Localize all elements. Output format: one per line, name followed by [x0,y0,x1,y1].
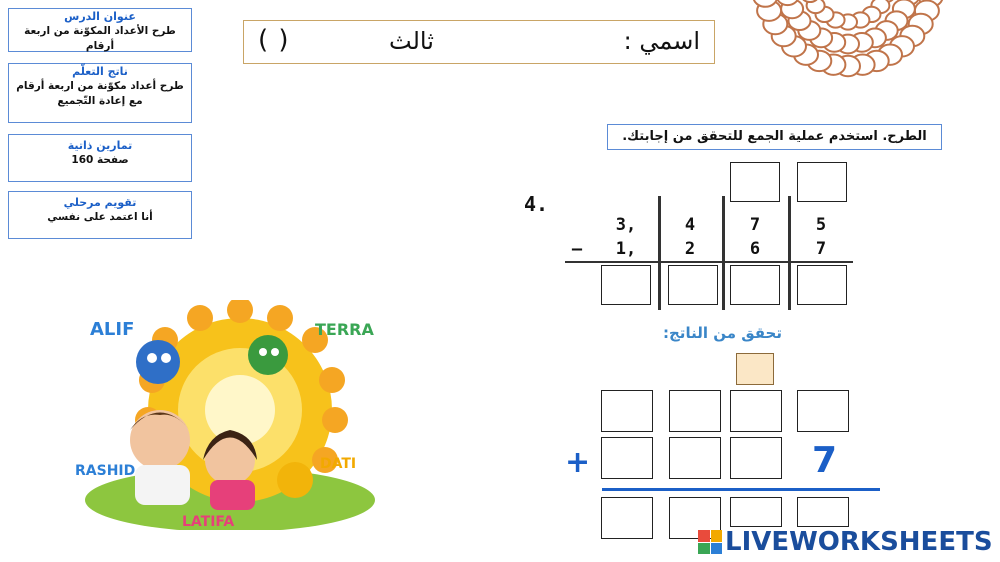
minuend-digit-thousands: 3, [615,215,637,235]
robot-alif-icon [136,340,180,384]
column-divider [658,196,661,310]
label-alif: ALIF [90,319,135,340]
check-addend1-ones[interactable] [797,390,849,432]
subtrahend-digit-tens: 6 [749,239,761,259]
check-addend2-tens[interactable] [730,437,782,479]
answer-box-hundreds[interactable] [668,265,718,305]
student-name-box [243,20,715,64]
panel-title: ناتج التعلّم [72,65,128,78]
answer-box-thousands[interactable] [601,265,651,305]
answer-box-tens[interactable] [730,265,780,305]
brand-text: LIVEWORKSHEETS [725,527,993,557]
minus-sign: — [571,239,583,259]
boy-rashid-icon [130,410,190,470]
check-addend1-tens[interactable] [730,390,782,432]
minuend-digit-ones: 5 [815,215,827,235]
problem-number: 4. [524,192,549,216]
brand-logo-icon [698,530,722,554]
logo-square-l [698,530,710,542]
carry-box[interactable] [736,353,774,385]
regroup-box-ones[interactable] [797,162,847,202]
answer-box-ones[interactable] [797,265,847,305]
grade-label: ثالث [389,27,434,55]
subtrahend-digit-hundreds: 2 [684,239,696,259]
check-addend2-hundreds[interactable] [669,437,721,479]
panel-title: عنوان الدرس [64,10,136,23]
label-terra: TERRA [315,320,374,339]
minuend-digit-tens: 7 [749,215,761,235]
self-exercises-panel [8,134,192,182]
formative-assessment-panel [8,191,192,239]
robot-terra-icon [248,335,288,375]
lesson-title-panel [8,8,192,52]
name-label: اسمي : [623,27,700,55]
panel-text: أنا اعتمد على نفسي [47,211,153,223]
check-sum-tens[interactable] [730,497,782,527]
check-sum-thousands[interactable] [601,497,653,539]
panel-text: طرح أعداد مكوّنة من اربعة أرقام مع إعادة التّجميع [16,80,184,107]
check-addend2-thousands[interactable] [601,437,653,479]
logo-square-i [711,530,723,542]
sum-line [602,488,880,491]
liveworksheets-logo [698,527,993,557]
plus-sign: + [565,445,591,480]
logo-square-v [698,543,710,555]
check-label: تحقق من الناتج: [663,324,782,342]
check-addend1-thousands[interactable] [601,390,653,432]
label-dati: DATI [320,456,357,472]
column-divider [722,196,725,310]
label-latifa: LATIFA [182,514,235,530]
sun-decoration-icon [748,0,948,112]
check-sum-ones[interactable] [797,497,849,527]
instruction-text: الطرح. استخدم عملية الجمع للتحقق من إجابتك. [607,124,942,150]
panel-text: صفحة 160 [71,154,129,166]
given-digit-ones: 7 [812,440,838,481]
subtrahend-digit-ones: 7 [815,239,827,259]
column-divider [788,196,791,310]
check-addend1-hundreds[interactable] [669,390,721,432]
learning-outcome-panel [8,63,192,123]
answer-line [565,261,853,263]
panel-title: تقويم مرحلي [63,196,137,209]
logo-square-e [711,543,723,555]
label-rashid: RASHID [75,463,136,479]
grade-blank: ( ) [258,25,290,55]
minuend-digit-hundreds: 4 [684,215,696,235]
robot-dati-icon [277,462,313,498]
characters-illustration [70,300,380,530]
panel-title: تمارين ذاتية [67,139,133,152]
panel-text: طرح الأعداد المكوّنة من اربعة أرقام [24,25,176,52]
subtrahend-digit-thousands: 1, [615,239,637,259]
regroup-box-tens[interactable] [730,162,780,202]
